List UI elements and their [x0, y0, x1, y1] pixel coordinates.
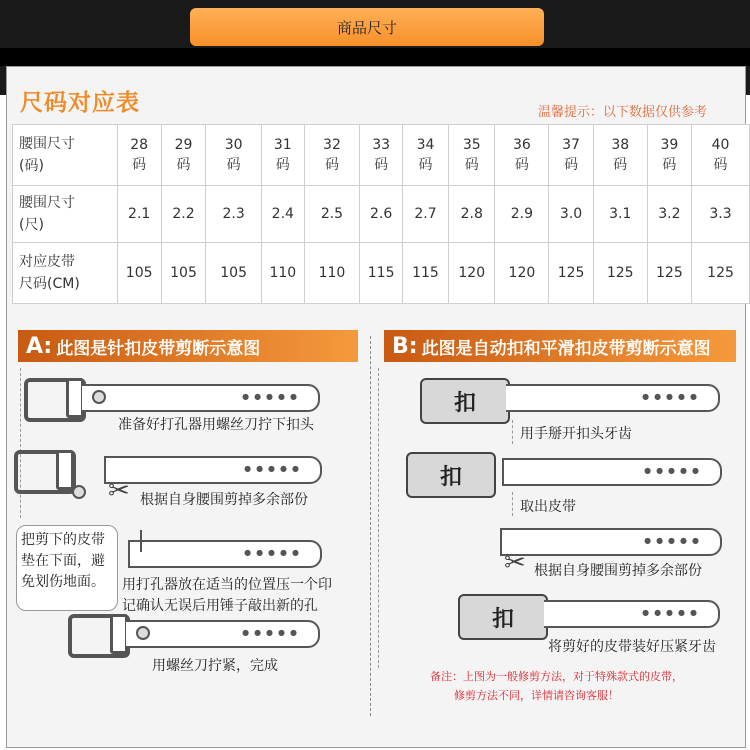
size-cell-text: 码 [662, 157, 677, 173]
size-cell [262, 243, 304, 304]
size-cell [304, 243, 360, 304]
row-header-line: (尺) [19, 217, 44, 233]
size-cell [495, 243, 549, 304]
row-header [13, 186, 118, 243]
size-cell-text: 105 [125, 265, 153, 281]
screw-stud [136, 626, 150, 640]
belt-loop [56, 450, 74, 490]
size-cell-text: 码 [132, 157, 147, 173]
step-a4-caption: 用螺丝刀拧紧，完成 [152, 658, 278, 674]
size-cell [206, 125, 262, 186]
screw-stud [72, 485, 86, 499]
size-cell [402, 186, 448, 243]
size-cell-text: 码 [418, 157, 433, 173]
size-cell-text: 3.3 [709, 206, 732, 222]
guide-line [378, 368, 379, 668]
size-cell [161, 125, 205, 186]
size-cell [549, 186, 593, 243]
auto-buckle-clamp: 扣 [406, 452, 496, 498]
size-cell [206, 243, 262, 304]
size-cell-text: 2.8 [460, 206, 483, 222]
callout-line: 免划伤地面。 [21, 574, 105, 590]
size-cell-text: 33 [372, 137, 391, 153]
size-cell [692, 125, 750, 186]
size-cell-text: 码 [564, 157, 579, 173]
size-cell [402, 243, 448, 304]
size-cell-text: 码 [374, 157, 389, 173]
size-cell-text: 2.7 [414, 206, 437, 222]
size-cell-text: 35 [462, 137, 481, 153]
size-cell [495, 125, 549, 186]
step-a2-caption: 根据自身腰围剪掉多余部份 [140, 492, 308, 508]
scissors-icon: ✂ [108, 476, 130, 506]
size-cell-text: 115 [412, 265, 439, 281]
row-header-line: (码) [19, 158, 44, 174]
screw-stud [92, 390, 106, 404]
size-cell-text: 125 [606, 265, 634, 281]
size-table [12, 124, 750, 304]
belt-strap: ●●●●● [544, 600, 720, 628]
size-cell [647, 186, 691, 243]
size-cell [593, 125, 647, 186]
size-cell-text: 34 [416, 137, 435, 153]
guide-line [512, 492, 513, 516]
row-header [13, 125, 118, 186]
size-cell [549, 243, 593, 304]
size-cell-text: 40 [711, 137, 730, 153]
step-a1-caption: 准备好打孔器用螺丝刀拧下扣头 [118, 417, 314, 433]
size-cell [593, 186, 647, 243]
step-b3-caption: 根据自身腰围剪掉多余部份 [534, 563, 702, 579]
belt-strap: ●●●●● [126, 620, 320, 648]
size-cell-text: 码 [226, 157, 241, 173]
callout-line: 垫在下面，避 [21, 553, 105, 569]
page-title-tab [190, 8, 544, 46]
size-cell-text: 3.2 [658, 206, 681, 222]
size-cell [206, 186, 262, 243]
size-cell [262, 125, 304, 186]
belt-strap: ●●●●● [506, 384, 720, 412]
step-a3-caption: 用打孔器放在适当的位置压一个印 [122, 577, 332, 593]
size-cell [402, 125, 448, 186]
scissors-icon: ✂ [504, 548, 526, 578]
size-table-tip: 温馨提示：以下数据仅供参考 [538, 105, 708, 120]
size-cell-text: 125 [557, 265, 585, 281]
size-cell-text: 码 [464, 157, 479, 173]
header-stripe [0, 48, 750, 66]
row-header [13, 243, 118, 304]
size-cell-text: 29 [174, 137, 193, 153]
row-header-line: 对应皮带 [19, 254, 75, 270]
size-cell [304, 186, 360, 243]
size-cell [647, 125, 691, 186]
size-cell [692, 243, 750, 304]
size-cell [117, 186, 161, 243]
size-cell [495, 186, 549, 243]
size-cell-text: 2.4 [271, 206, 294, 222]
step-b4-caption: 将剪好的皮带装好压紧牙齿 [548, 639, 716, 655]
section-b-header [384, 330, 736, 362]
row-header-line: 腰围尺寸 [19, 136, 75, 152]
note-line: 备注：上图为一般修剪方法，对于特殊款式的皮带， [430, 670, 683, 683]
size-cell [262, 186, 304, 243]
step-a3-caption-cont: 记确认无误后用锤子敲出新的孔 [122, 598, 318, 614]
callout-box [16, 525, 118, 611]
size-cell-text: 3.0 [559, 206, 583, 222]
size-cell [449, 186, 495, 243]
belt-strap: ●●●●● [128, 540, 322, 568]
size-table-row [13, 243, 750, 304]
size-cell-text: 115 [367, 265, 395, 281]
size-cell-text: 110 [318, 265, 346, 281]
belt-strap: ●●●●● [500, 528, 722, 556]
auto-buckle-clamp: 扣 [458, 594, 548, 640]
size-cell-text: 105 [220, 265, 247, 281]
size-cell-text: 110 [269, 265, 297, 281]
size-cell-text: 2.2 [172, 206, 195, 222]
size-table-title: 尺码对应表 [20, 90, 140, 116]
section-divider [370, 336, 371, 716]
belt-strap: ●●●●● [82, 384, 320, 412]
size-table-row [13, 125, 750, 186]
note-text [430, 667, 730, 705]
size-cell-text: 码 [176, 157, 191, 173]
size-cell-text: 码 [613, 157, 628, 173]
size-cell [449, 125, 495, 186]
size-cell-text: 120 [458, 265, 486, 281]
size-cell [449, 243, 495, 304]
size-cell-text: 2.5 [320, 206, 344, 222]
size-table-row [13, 186, 750, 243]
size-cell [647, 243, 691, 304]
row-header-line: 尺码(CM) [19, 276, 80, 292]
note-line: 修剪方法不同，详情请咨询客服！ [454, 689, 619, 702]
size-cell [360, 125, 402, 186]
size-cell-text: 码 [275, 157, 290, 173]
size-cell [117, 243, 161, 304]
step-b1-caption: 用手掰开扣头牙齿 [520, 426, 632, 442]
auto-buckle-clamp: 扣 [420, 378, 510, 424]
size-cell [549, 125, 593, 186]
belt-strap: ●●●●● [104, 456, 322, 484]
section-b-letter: B: [392, 333, 418, 359]
size-cell-text: 2.3 [222, 206, 245, 222]
size-cell-text: 32 [323, 137, 341, 153]
page-title: 商品尺寸 [336, 18, 397, 37]
guide-line [20, 368, 21, 518]
size-cell-text: 36 [512, 137, 531, 153]
section-a-title: 此图是针扣皮带剪断示意图 [56, 338, 261, 359]
row-header-line: 腰围尺寸 [19, 195, 75, 211]
section-a-letter: A: [26, 333, 53, 359]
size-cell [304, 125, 360, 186]
size-cell-text: 码 [514, 157, 529, 173]
step-b2-caption: 取出皮带 [520, 499, 576, 515]
size-cell [360, 186, 402, 243]
belt-strap: ●●●●● [502, 458, 722, 486]
size-cell-text: 28 [130, 137, 149, 153]
size-cell-text: 38 [611, 137, 630, 153]
section-b-title: 此图是自动扣和平滑扣皮带剪断示意图 [421, 338, 711, 359]
size-cell-text: 37 [562, 137, 580, 153]
size-cell-text: 3.1 [609, 206, 632, 222]
size-cell [161, 243, 205, 304]
punch-mark [140, 530, 142, 552]
size-cell-text: 码 [713, 157, 728, 173]
size-cell-text: 2.9 [510, 206, 534, 222]
size-cell-text: 码 [324, 157, 339, 173]
section-a-header [18, 330, 358, 362]
guide-line [512, 420, 513, 444]
size-cell-text: 39 [660, 137, 679, 153]
size-cell-text: 2.6 [370, 206, 393, 222]
size-cell-text: 120 [508, 265, 536, 281]
size-cell [692, 186, 750, 243]
callout-line: 把剪下的皮带 [21, 532, 105, 548]
size-cell-text: 31 [273, 137, 292, 153]
size-cell-text: 30 [224, 137, 243, 153]
size-cell [161, 186, 205, 243]
size-cell-text: 105 [170, 265, 197, 281]
size-cell-text: 125 [656, 265, 683, 281]
size-cell [593, 243, 647, 304]
size-cell [117, 125, 161, 186]
size-cell-text: 2.1 [128, 206, 151, 222]
size-cell [360, 243, 402, 304]
size-cell-text: 125 [707, 265, 734, 281]
